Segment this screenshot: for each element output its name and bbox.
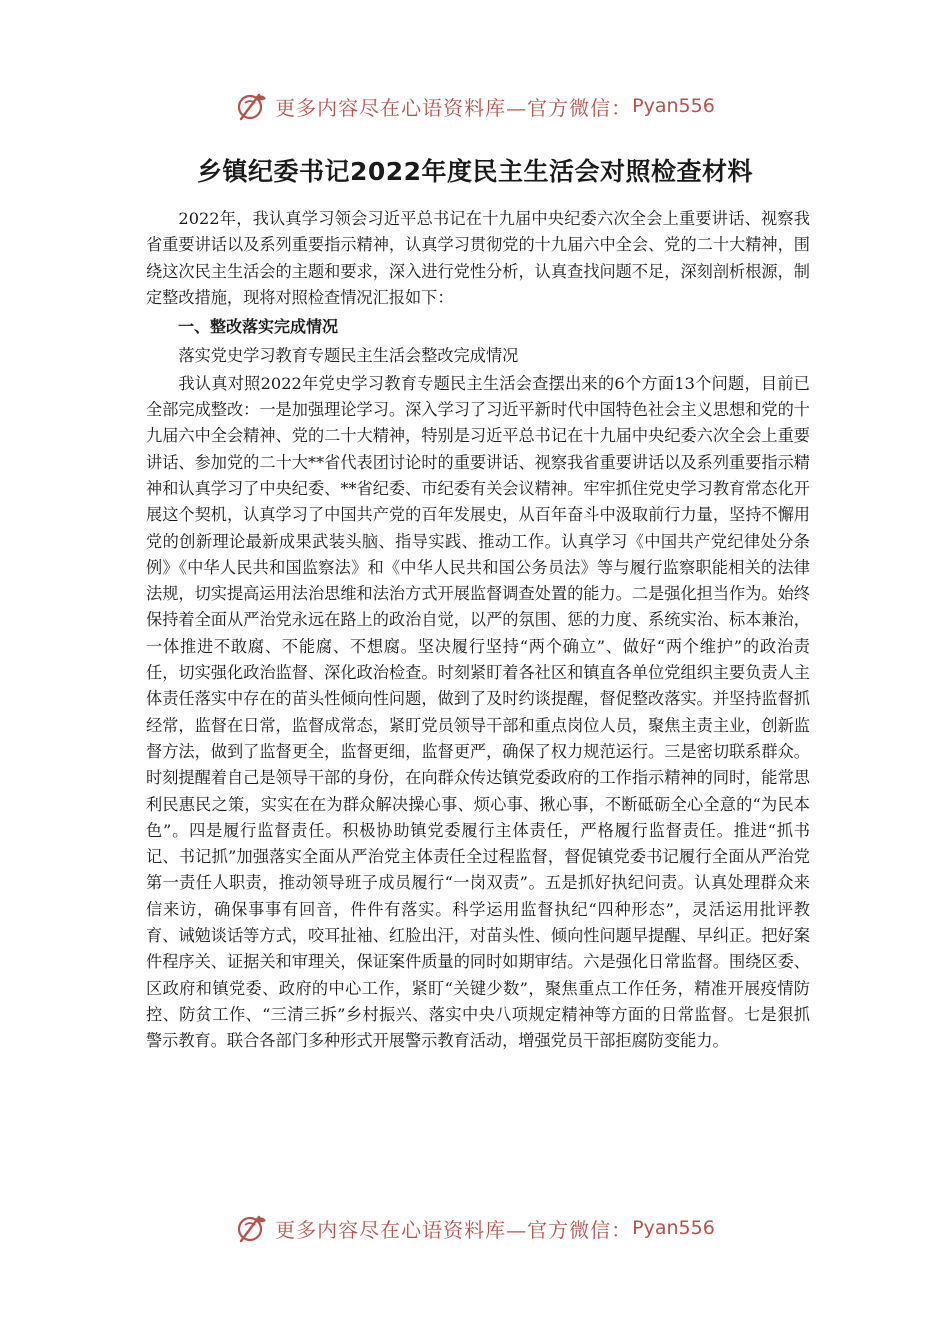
document-title: 乡镇纪委书记2022年度民主生活会对照检查材料 (196, 157, 754, 186)
section-body-paragraph: 我认真对照2022年党史学习教育专题民主生活会查摆出来的6个方面13个问题，目前已全部完成整改：一是加强理论学习。深入学习了习近平新时代中国特色社会主义思想和党的十九届六中全会精神、党的二十大精神，特别是习近平总书记在十九届中央纪委六次全会上重要讲话、参加党的二十大**省代表团讨论时的重要讲话、视察我省重要讲话以及系列重要指示精神和认真学习了中央纪委、**省纪委、市纪委有关会议精神。牢牢抓住党史学习教育常态化开展这个契机，认真学习了中国共产党的百年发展史，从百年奋斗中汲取前行力量，坚持不懈用党的创新理论最新成果武装头脑、指导实践、推动工作。认真学习《中国共产党纪律处分条例》《中华人民共和国监察法》和《中华人民共和国公务员法》等与履行监察职能相关的法律法规，切实提高运用法治思维和法治方式开展监督调查处置的能力。二是强化担当作为。始终保持着全面从严治党永远在路上的政治自觉，以严的氛围、惩的力度、系统实治、标本兼治，一体推进不敢腐、不能腐、不想腐。坚决履行坚持“两个确立”、做好“两个维护”的政治责任，切实强化政治监督、深化政治检查。时刻紧盯着各社区和镇直各单位党组织主要负责人主体责任落实中存在的苗头性倾向性问题，做到了及时约谈提醒，督促整改落实。并坚持监督抓经常，监督在日常，监督成常态，紧盯党员领导干部和重点岗位人员，聚焦主责主业，创新监督方法，做到了监督更全，监督更细，监督更严，确保了权力规范运行。三是密切联系群众。时刻提醒着自己是领导干部的身份，在向群众传达镇党委政府的工作指示精神的同时，能常思利民惠民之策，实实在在为群众解决操心事、烦心事、揪心事，不断砥砺全心全意的“为民本色”。四是履行监督责任。积极协助镇党委履行主体责任，严格履行监督责任。推进“抓书记、书记抓”加强落实全面从严治党主体责任全过程监督，督促镇党委书记履行全面从严治党第一责任人职责，推动领导班子成员履行“一岗双责”。五是抓好执纪问责。认真处理群众来信来访，确保事事有回音，件件有落实。科学运用监督执纪“四种形态”，灵活运用批评教育、诫勉谈话等方式，咬耳扯袖、红脸出汗，对苗头性、倾向性问题早提醒、早纠正。把好案件程序关、证据关和审理关，保证案件质量的同时如期审结。六是强化日常监督。围绕区委、区政府和镇党委、政府的中心工作，紧盯“关键少数”，聚焦重点工作任务，精准开展疫情防控、防贫工作、“三清三拆”乡村振兴、落实中央八项规定精神等方面的日常监督。七是狠抓警示教育。联合各部门多种形式开展警示教育活动，增强党员干部拒腐防变能力。 (146, 373, 810, 1051)
banner-wechat-id: Pyan556 (632, 95, 715, 117)
banner-text: 更多内容尽在心语资料库—官方微信： (275, 1217, 633, 1242)
footer-watermark-banner (0, 1208, 950, 1248)
section-heading: 一、整改落实完成情况 (178, 317, 339, 337)
header-watermark-banner (0, 86, 950, 126)
banner-text: 更多内容尽在心语资料库—官方微信： (275, 95, 633, 120)
banner-wechat-id: Pyan556 (632, 1217, 715, 1239)
brand-logo-icon (235, 1211, 269, 1245)
document-body (146, 206, 810, 1055)
section-subheading: 落实党史学习教育专题民主生活会整改完成情况 (178, 346, 519, 366)
intro-paragraph: 2022年，我认真学习领会习近平总书记在十九届中央纪委六次全会上重要讲话、视察我省重要讲话以及系列重要指示精神，认真学习贯彻党的十九届六中全会、党的二十大精神，围绕这次民主生活会的主题和要求，深入进行党性分析，认真查找问题不足，深刻剖析根源，制定整改措施，现将对照检查情况汇报如下： (146, 209, 810, 307)
brand-logo-icon (235, 89, 269, 123)
